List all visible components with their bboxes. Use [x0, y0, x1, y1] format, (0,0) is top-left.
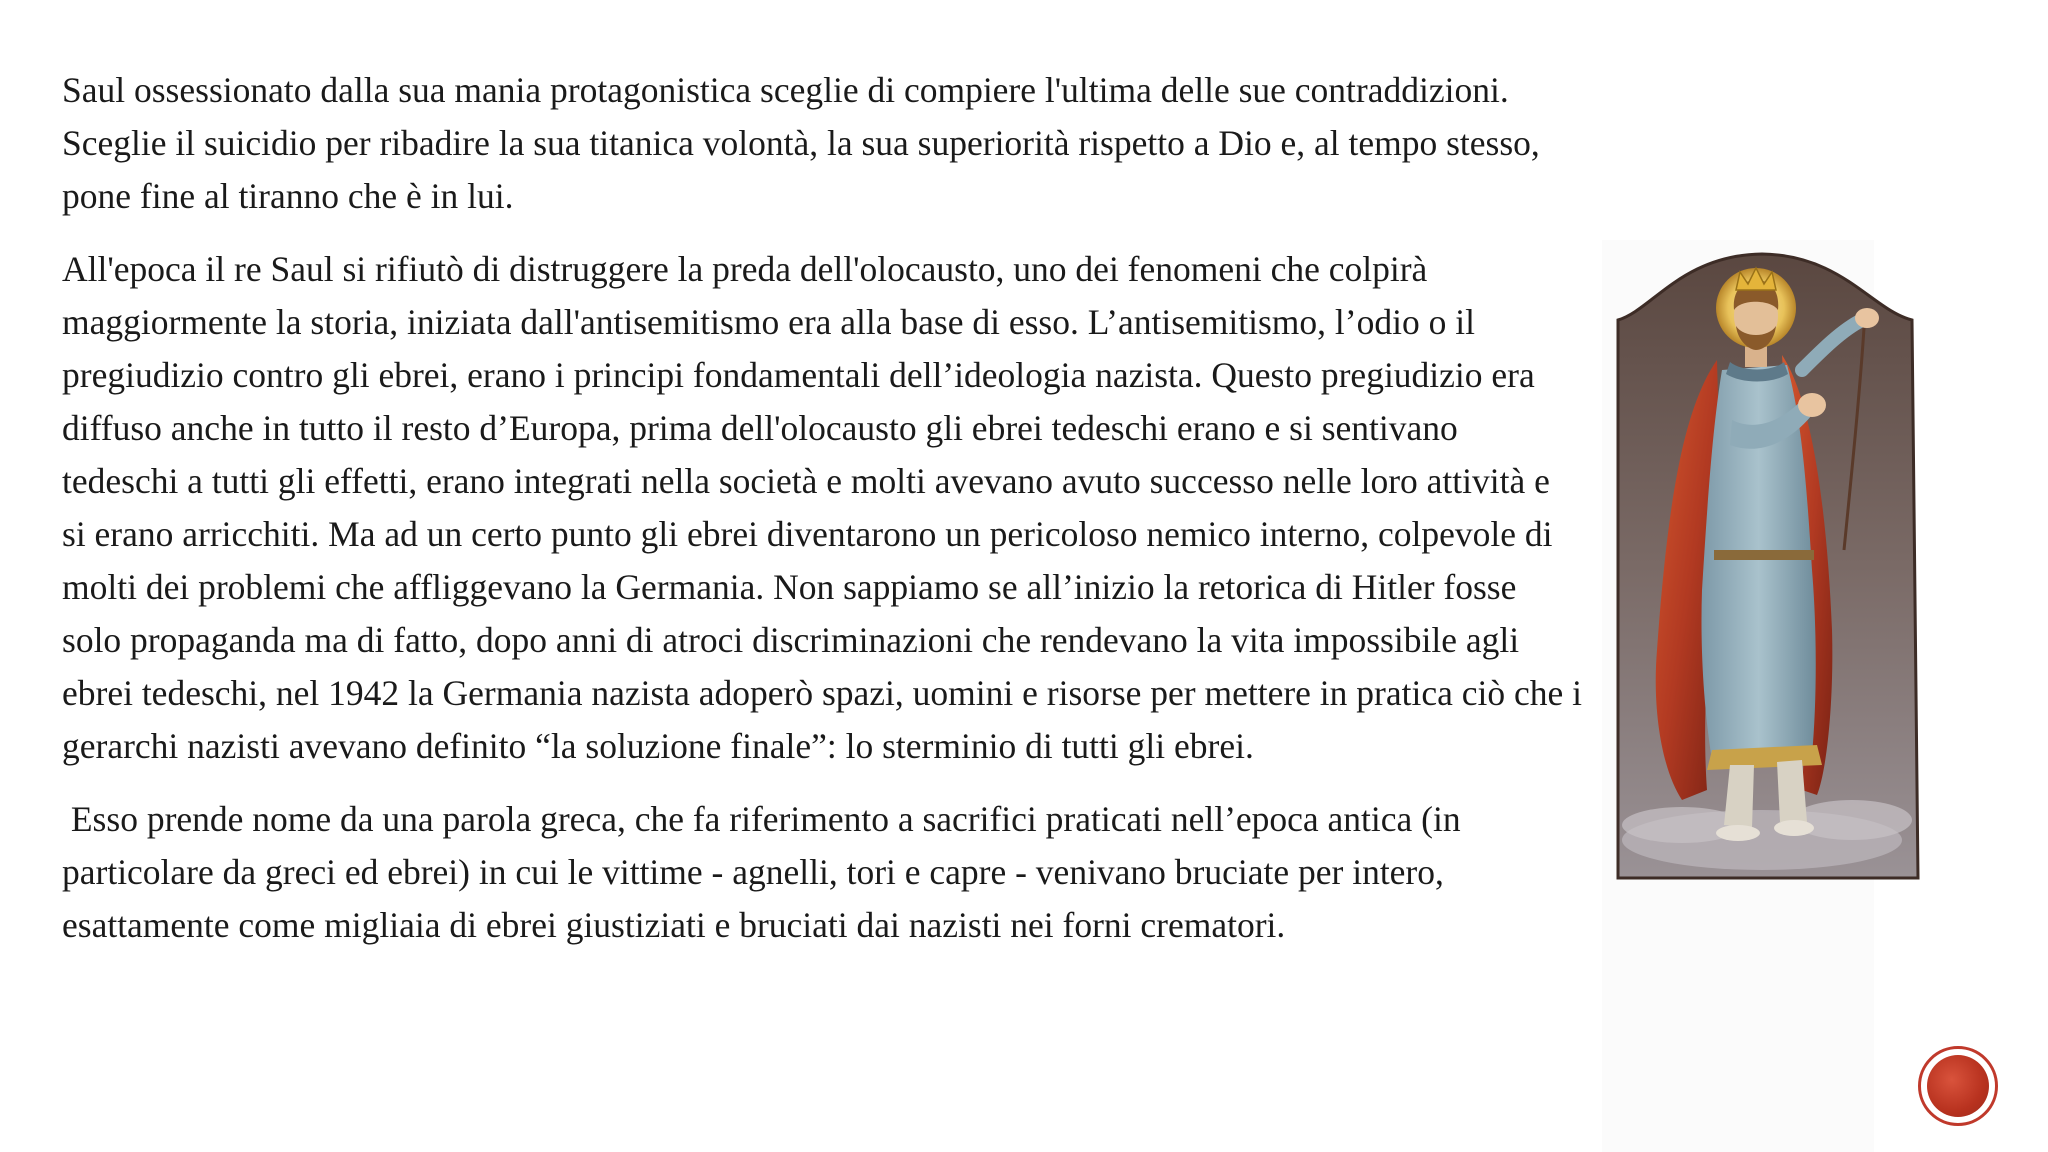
circle-button-icon — [1927, 1055, 1989, 1117]
king-saul-painting — [1612, 250, 1932, 880]
next-slide-button[interactable] — [1918, 1046, 1998, 1126]
paragraph-2: All'epoca il re Saul si rifiutò di distruggere la preda dell'olocausto, uno dei fenomeni che colpirà maggiormente la storia, iniziata dall'antisemitismo era alla base di esso. L’antisemitismo, l’odio o il pregiudizio contro gli ebrei, erano i principi fondamentali dell’ideologia nazista. Questo pregiudizio era diffuso anche in tutto il resto d’Europa, prima dell'olocausto gli ebrei tedeschi erano e si sentivano tedeschi a tutti gli effetti, erano integrati nella società e molti avevano avuto successo nelle loro attività e si erano arricchiti. Ma ad un certo punto gli ebrei diventarono un pericoloso nemico interno, colpevole di molti dei problemi che affliggevano la Germania. Non sappiamo se all’inizio la retorica di Hitler fosse solo propaganda ma di fatto, dopo anni di atroci discriminazioni che rendevano la vita impossibile agli ebrei tedeschi, nel 1942 la Germania nazista adoperò spazi, uomini e risorse per mettere in pratica ciò che i gerarchi nazisti avevano definito “la soluzione finale”: lo sterminio di tutti gli ebrei. — [62, 249, 1582, 766]
paragraph-1: Saul ossessionato dalla sua mania protagonistica sceglie di compiere l'ultima delle sue contraddizioni. Sceglie il suicidio per ribadire la sua titanica volontà, la sua superiorità rispetto a Dio e, al tempo stesso, pone fine al tiranno che è in lui. — [62, 70, 1540, 216]
text-body — [62, 64, 1582, 972]
paragraph-3: Esso prende nome da una parola greca, che fa riferimento a sacrifici praticati nell’epoca antica (in particolare da greci ed ebrei) in cui le vittime - agnelli, tori e capre - venivano bruciate per intero, esattamente come migliaia di ebrei giustiziati e bruciati dai nazisti nei forni crematori. — [62, 799, 1470, 945]
